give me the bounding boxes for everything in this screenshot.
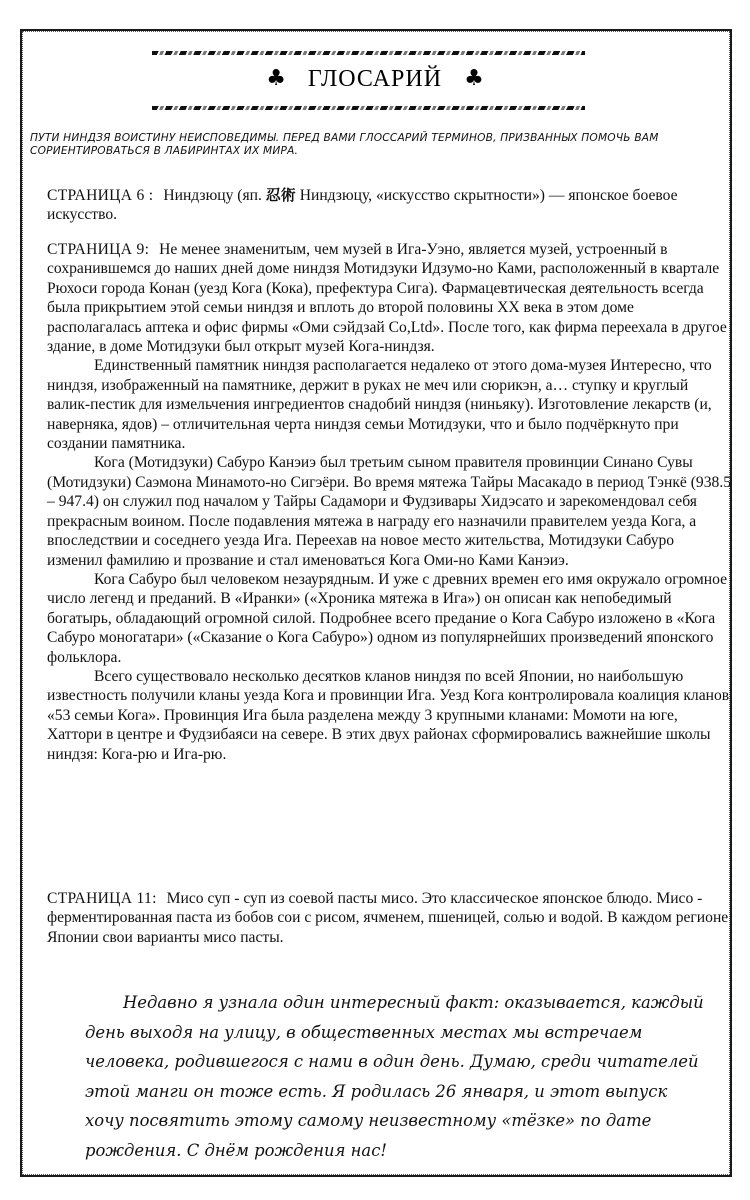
entry-text: Мисо суп - суп из соевой пасты мисо. Это классическое японское блюдо. Мисо - ферментированная паста из бобов сои с рисом, ячменем, пшеницей, солью и водой. В каждом регионе Японии свои варианты мисо пасты. (47, 890, 729, 946)
entry-paragraph: Единственный памятник ниндзя располагается недалеко от этого дома-музея Интересно, что ниндзя, изображенный на памятнике, держит в руках не меч или сюрикэн, а… ступку и круглый валик-пестик для измельчения ингредиентов снадобий ниндзя (ниньяку). Изготовление лекарств (и, наверняка, ядов) – отличительная черта ниндзя семьи Мотидзуки, что и было подчёркнуто при создании памятника. (47, 357, 712, 453)
page-title: ГЛОСАРИЙ (307, 65, 443, 92)
glossary-entry-page-6 (47, 186, 732, 225)
entry-text: Ниндзюцу (яп. (163, 187, 262, 204)
entry-paragraph: Кога (Мотидзуки) Сабуро Канэиэ был третьим сыном правителя провинции Синано Сувы (Мотидзуки) Саэмона Минамото-но Сигэёри. Во время мятежа Тайры Масакадо в период Тэнкё (938.5 – 947.4) он служил под началом у Тайры Садамори и Фудзивары Хидэсато и зарекомендовал себя прекрасным воином. После подавления мятежа в награду его назначили правителем уезда Кога, а впоследствии и соседнего уезда Ига. Переехав на новое место жительства, Мотидзуки Сабуро изменил фамилию и прозвание и стал именоваться Кога Оми-но Ками Канэиэ. (47, 454, 732, 569)
entry-label: СТРАНИЦА 9: (47, 241, 150, 258)
entry-text: Ниндзюцу, «искусство скрытности») — японское боевое искусство. (47, 187, 678, 224)
glossary-header (0, 64, 750, 94)
entry-paragraph: Всего существовало несколько десятков кланов ниндзя по всей Японии, но наибольшую известность получили кланы уезда Кога и провинции Ига. Уезд Кога контролировала коалиция кланов «53 семьи Кога». Провинция Ига была разделена между 3 крупными кланами: Момоти на юге, Хаттори в центре и Фудзибаяси на севере. В этих двух районах сформировались важнейшие школы ниндзя: Кога-рю и Ига-рю. (47, 667, 730, 763)
kanji-ninjutsu: 忍術 (265, 186, 296, 204)
entry-label: СТРАНИЦА 6 : (47, 187, 154, 204)
decorative-divider-top (152, 51, 585, 55)
entry-paragraph: Кога Сабуро был человеком незаурядным. И уже с древних времен его имя окружало огромное число легенд и преданий. В «Иранки» («Хроника мятежа в Ига») он описан как непобедимый богатырь, обладающий огромной силой. Подробнее всего предание о Кога Сабуро изложено в «Кога Сабуро моногатари» («Сказание о Кога Сабуро») одном из популярнейших произведений японского фольклора. (47, 570, 728, 666)
decorative-divider-bottom (152, 106, 585, 110)
entry-paragraph: Не менее знаменитым, чем музей в Ига-Уэно, является музей, устроенный в сохранившемся до наших дней доме ниндзя Мотидзуки Идзумо-но Ками, расположенный в квартале Рюхоси города Конан (уезд Кога (Кока), префектура Сига). Фармацевтическая деятельность всегда была прикрытием этой семьи ниндзя и вплоть до второй половины XX века в этом доме располагалась аптека и офис фирмы «Оми сэйдзай Co,Ltd». После того, как фирма переехала в другое здание, в доме Мотидзуки был открыт музей Кога-ниндзя. (47, 241, 727, 356)
club-icon: ♣ (464, 66, 484, 91)
intro-text: ПУТИ НИНДЗЯ ВОИСТИНУ НЕИСПОВЕДИМЫ. ПЕРЕД ВАМИ ГЛОССАРИЙ ТЕРМИНОВ, ПРИЗВАННЫХ ПОМОЧЬ ВАМ СОРИЕНТИРОВАТЬСЯ В ЛАБИРИНТАХ ИХ МИРА. (30, 132, 659, 157)
entry-label: СТРАНИЦА 11: (47, 890, 157, 907)
note-text: Недавно я узнала один интересный факт: оказывается, каждый день выходя на улицу, в общественных местах мы встречаем человека, родившегося с нами в один день. Думаю, среди читателей этой манги он тоже есть. Я родилась 26 января, и этот выпуск хочу посвятить этому самому неизвестному «тёзке» по дате рождения. С днём рождения нас! (85, 993, 704, 1160)
glossary-entry-page-9 (47, 240, 732, 764)
translator-note (85, 988, 705, 1165)
club-icon: ♣ (266, 66, 286, 91)
glossary-entry-page-11 (47, 889, 732, 947)
